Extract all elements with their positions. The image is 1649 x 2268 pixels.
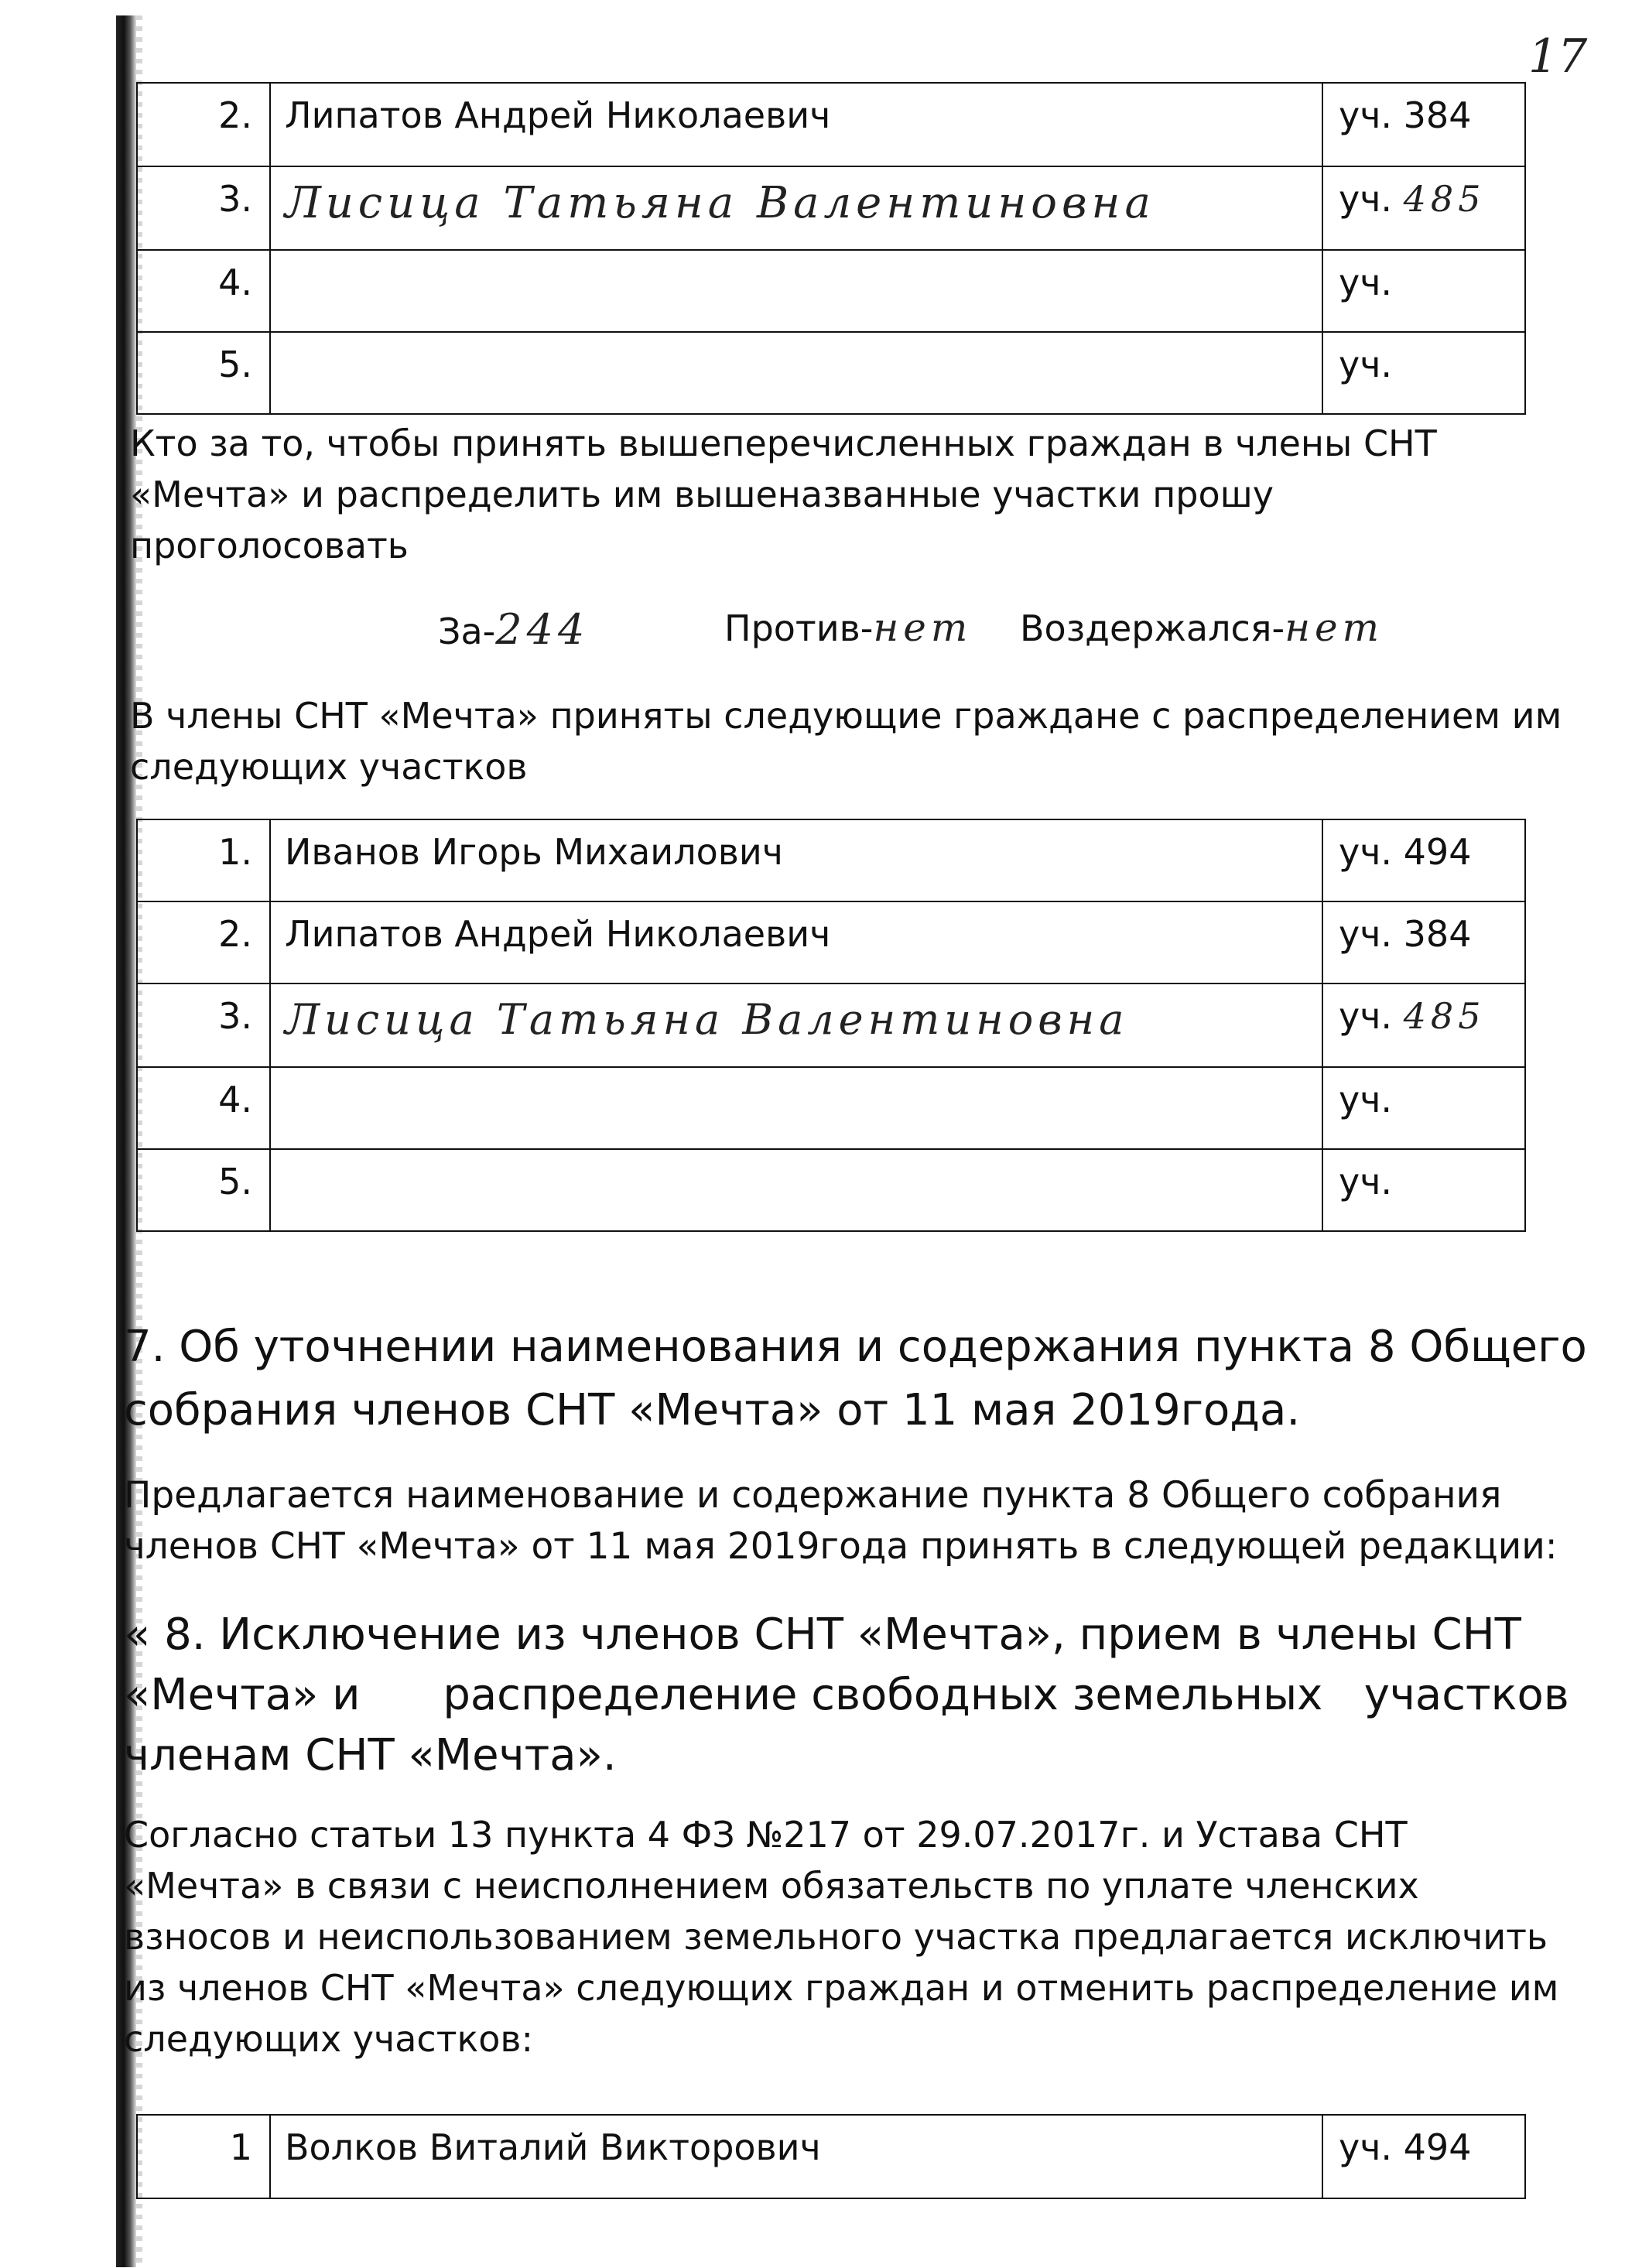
result-line-2: следующих участков (130, 746, 528, 788)
table-row (137, 819, 1525, 901)
vote-for: За-244 (438, 605, 590, 654)
plot-cell: уч. 384 (1322, 901, 1525, 983)
vote-against: Против-нет (724, 605, 973, 650)
section-7-heading-line-2: собрания членов СНТ «Мечта» от 11 мая 2019года. (124, 1385, 1301, 1435)
member-name (270, 1067, 1322, 1149)
basis-line-2: «Мечта» в связи с неисполнением обязательств по уплате членских (124, 1865, 1419, 1907)
member-name-handwritten: Лисица Татьяна Валентиновна (270, 166, 1322, 250)
candidates-table (136, 82, 1526, 415)
table-row (137, 2115, 1525, 2198)
plot-cell: уч. (1322, 1067, 1525, 1149)
row-number: 1. (137, 819, 270, 901)
proposal-line-2: членов СНТ «Мечта» от 11 мая 2019года принять в следующей редакции: (124, 1525, 1558, 1568)
vote-abstain: Воздержался-нет (1020, 605, 1384, 650)
member-name-handwritten: Лисица Татьяна Валентиновна (270, 983, 1322, 1067)
plot-cell: уч. (1322, 332, 1525, 414)
plot-cell: уч. 485 (1322, 166, 1525, 250)
row-number: 2. (137, 83, 270, 166)
plot-cell: уч. 485 (1322, 983, 1525, 1067)
plot-cell: уч. 494 (1322, 2115, 1525, 2198)
member-name (270, 332, 1322, 414)
basis-line-1: Согласно статьи 13 пункта 4 ФЗ №217 от 29.07.2017г. и Устава СНТ (124, 1814, 1408, 1856)
row-number: 4. (137, 1067, 270, 1149)
table-row (137, 332, 1525, 414)
plot-cell: уч. (1322, 250, 1525, 332)
table-row (137, 250, 1525, 332)
plot-cell: уч. 494 (1322, 819, 1525, 901)
section-7-heading-line-1: 7. Об уточнении наименования и содержания пункта 8 Общего (124, 1322, 1587, 1372)
member-name: Липатов Андрей Николаевич (270, 83, 1322, 166)
row-number: 1 (137, 2115, 270, 2198)
basis-line-5: следующих участков: (124, 2018, 534, 2060)
row-number: 2. (137, 901, 270, 983)
vote-request-line-2: «Мечта» и распределить им вышеназванные участки прошу (130, 474, 1274, 515)
row-number: 4. (137, 250, 270, 332)
vote-request-line-3: проголосовать (130, 525, 409, 566)
row-number: 3. (137, 983, 270, 1067)
member-name: Волков Виталий Викторович (270, 2115, 1322, 2198)
table-row (137, 983, 1525, 1067)
result-line-1: В члены СНТ «Мечта» приняты следующие граждане с распределением им (130, 695, 1562, 737)
accepted-members-table (136, 819, 1526, 1232)
table-row (137, 83, 1525, 166)
member-name: Иванов Игорь Михаилович (270, 819, 1322, 901)
table-row (137, 1149, 1525, 1231)
item-8-line-1: « 8. Исключение из членов СНТ «Мечта», прием в члены СНТ (124, 1609, 1521, 1660)
plot-cell: уч. (1322, 1149, 1525, 1231)
page-number: 17 (1528, 29, 1588, 84)
item-8-line-3: членам СНТ «Мечта». (124, 1730, 617, 1781)
member-name (270, 250, 1322, 332)
item-8-line-2: «Мечта» и распределение свободных земельных участков (124, 1670, 1569, 1720)
table-row (137, 1067, 1525, 1149)
row-number: 3. (137, 166, 270, 250)
member-name: Липатов Андрей Николаевич (270, 901, 1322, 983)
row-number: 5. (137, 1149, 270, 1231)
basis-line-4: из членов СНТ «Мечта» следующих граждан и отменить распределение им (124, 1967, 1559, 2009)
excluded-members-table (136, 2114, 1526, 2199)
row-number: 5. (137, 332, 270, 414)
basis-line-3: взносов и неиспользованием земельного участка предлагается исключить (124, 1916, 1548, 1958)
table-row (137, 901, 1525, 983)
proposal-line-1: Предлагается наименование и содержание пункта 8 Общего собрания (124, 1474, 1502, 1517)
vote-request-line-1: Кто за то, чтобы принять вышеперечисленных граждан в члены СНТ (130, 422, 1437, 464)
table-row (137, 166, 1525, 250)
plot-cell: уч. 384 (1322, 83, 1525, 166)
member-name (270, 1149, 1322, 1231)
